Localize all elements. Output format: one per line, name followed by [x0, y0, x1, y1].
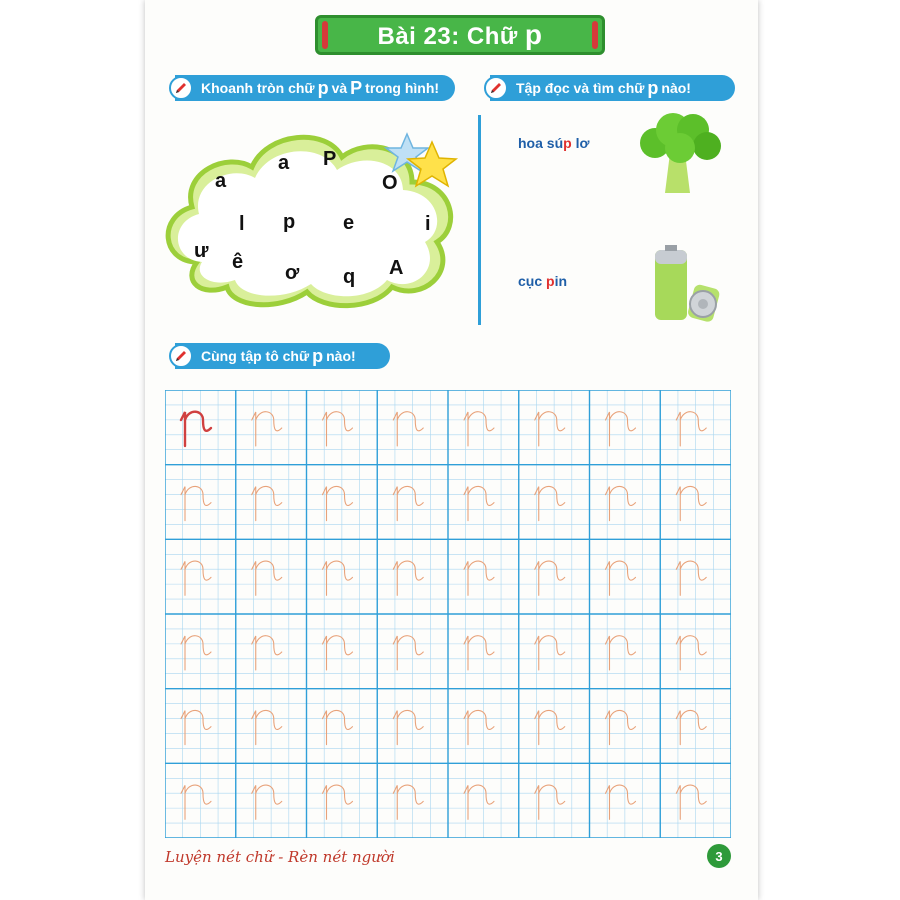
trace-letter-p	[606, 636, 636, 670]
trace-letter-p	[393, 785, 423, 819]
trace-letter-p	[252, 636, 282, 670]
exercise1-text-pre: Khoanh tròn chữ	[201, 80, 315, 96]
trace-letter-p	[606, 412, 636, 446]
exercise3-text-pre: Cùng tập tô chữ	[201, 348, 310, 364]
trace-letter-p	[181, 785, 211, 819]
cloud-letter[interactable]: p	[283, 211, 296, 233]
word-hoa-sup-lo	[518, 135, 589, 151]
exercise2-text-pre: Tập đọc và tìm chữ	[516, 80, 645, 96]
battery-image	[645, 242, 735, 332]
trace-letter-p	[323, 636, 353, 670]
trace-letter-p	[181, 636, 211, 670]
pencil-icon	[484, 76, 508, 100]
trace-letter-p	[252, 486, 282, 520]
lesson-title	[377, 19, 542, 51]
cloud-letter[interactable]: P	[323, 148, 337, 170]
trace-letter-p	[535, 561, 565, 595]
word2-letter-p: p	[546, 273, 555, 289]
trace-letter-p	[393, 412, 423, 446]
cloud-letter[interactable]: A	[389, 257, 404, 279]
exercise3-text-post: nào!	[326, 348, 356, 364]
cloud-letter[interactable]: i	[425, 213, 431, 235]
trace-letter-p	[252, 785, 282, 819]
trace-letter-p	[464, 561, 494, 595]
trace-letter-p	[535, 412, 565, 446]
trace-letter-p	[535, 636, 565, 670]
trace-letter-p	[393, 710, 423, 744]
trace-letter-p	[676, 486, 706, 520]
letter-cloud	[157, 112, 467, 312]
cloud-letter[interactable]: O	[382, 172, 398, 194]
section-divider	[478, 115, 481, 325]
exercise1-instruction	[175, 75, 455, 101]
broccoli-image	[635, 108, 725, 198]
cloud-letter[interactable]: l	[239, 213, 245, 235]
trace-letter-p	[181, 710, 211, 744]
trace-letter-p	[181, 486, 211, 520]
lesson-title-letter: p	[524, 19, 543, 50]
exercise2-text-post: nào!	[661, 80, 691, 96]
pencil-icon	[169, 76, 193, 100]
trace-letter-p	[181, 561, 211, 595]
trace-letter-p	[393, 486, 423, 520]
sample-letter-p	[181, 412, 211, 446]
exercise3-instruction	[175, 343, 390, 369]
trace-letter-p	[676, 636, 706, 670]
lesson-title-prefix: Bài 23: Chữ	[377, 23, 525, 50]
trace-letter-p	[464, 412, 494, 446]
trace-letter-p	[676, 561, 706, 595]
page-number: 3	[707, 844, 731, 868]
word1-letter-p: p	[563, 135, 572, 151]
cloud-letter[interactable]: ê	[232, 251, 244, 273]
exercise1-text-mid: và	[331, 80, 348, 96]
word-cuc-pin	[518, 273, 567, 289]
trace-letter-p	[252, 710, 282, 744]
trace-letter-p	[606, 710, 636, 744]
cloud-letter[interactable]: ơ	[285, 262, 300, 284]
word2-part-a: cục	[518, 273, 547, 289]
trace-letter-p	[464, 486, 494, 520]
trace-letter-p	[606, 561, 636, 595]
exercise1-letter-p: p	[317, 77, 329, 98]
trace-letter-p	[606, 785, 636, 819]
trace-letter-p	[676, 412, 706, 446]
trace-letter-p	[393, 561, 423, 595]
word1-part-c: lơ	[571, 135, 590, 151]
word1-part-a: hoa sú	[518, 135, 564, 151]
cloud-letter[interactable]: ư	[194, 240, 209, 262]
handwriting-practice-grid[interactable]	[165, 390, 731, 838]
trace-letter-p	[323, 785, 353, 819]
trace-letter-p	[535, 710, 565, 744]
trace-letter-p	[535, 486, 565, 520]
trace-letter-p	[464, 636, 494, 670]
trace-letter-p	[535, 785, 565, 819]
exercise2-instruction	[490, 75, 735, 101]
cloud-letter[interactable]: a	[215, 170, 227, 192]
trace-letter-p	[323, 710, 353, 744]
exercise2-letter-p: p	[647, 77, 659, 98]
trace-letter-p	[464, 710, 494, 744]
trace-letter-p	[676, 785, 706, 819]
cloud-letter[interactable]: q	[343, 266, 356, 288]
trace-letter-p	[606, 486, 636, 520]
trace-letter-p	[393, 636, 423, 670]
exercise1-text-post: trong hình!	[365, 80, 440, 96]
trace-letter-p	[323, 486, 353, 520]
exercise1-letter-P: P	[350, 77, 363, 98]
trace-letter-p	[464, 785, 494, 819]
workbook-page	[145, 0, 758, 900]
footer-slogan: Luyện nét chữ - Rèn nét người	[165, 848, 395, 866]
lesson-title-banner	[315, 15, 605, 55]
cloud-letter[interactable]: e	[343, 212, 355, 234]
exercise3-letter-p: p	[312, 345, 324, 366]
word2-part-c: in	[554, 273, 568, 289]
cloud-letter[interactable]: a	[278, 152, 290, 174]
pencil-icon	[169, 344, 193, 368]
trace-letter-p	[323, 561, 353, 595]
trace-letter-p	[252, 561, 282, 595]
trace-letter-p	[252, 412, 282, 446]
trace-letter-p	[323, 412, 353, 446]
trace-letter-p	[676, 710, 706, 744]
